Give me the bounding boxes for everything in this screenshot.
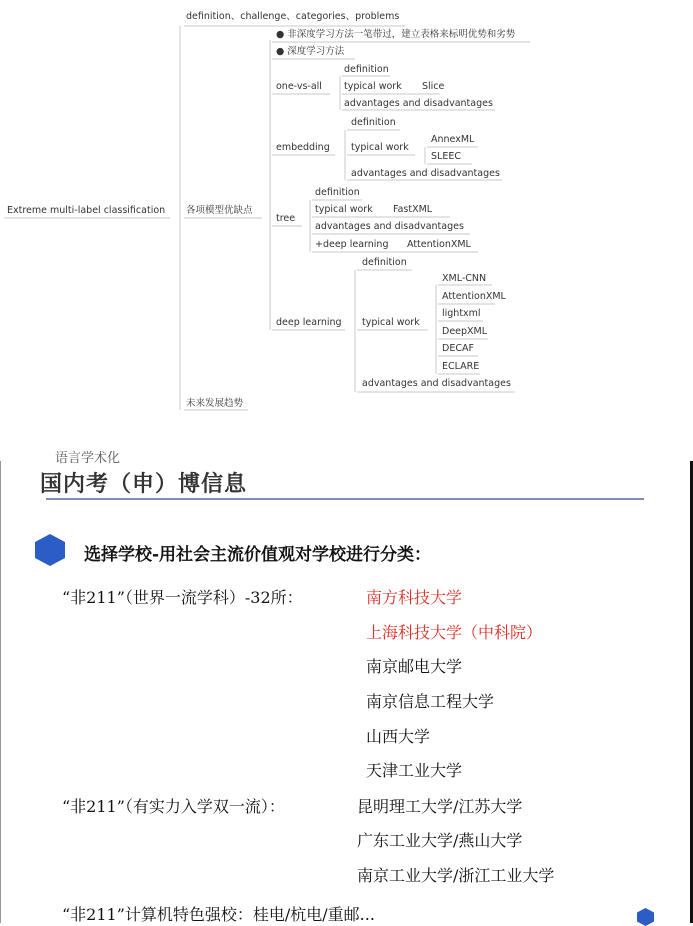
mindmap-node-adv[interactable]: advantages and disadvantages <box>351 168 500 179</box>
mindmap-node-adv[interactable]: advantages and disadvantages <box>344 98 493 109</box>
mindmap-node-work[interactable]: AttentionXML <box>442 291 506 302</box>
school-item: 南京工业大学/浙江工业大学 <box>357 866 555 885</box>
mindmap-node-work[interactable]: SLEEC <box>431 151 461 162</box>
mindmap-note-deep[interactable]: ● 深度学习方法 <box>276 46 345 57</box>
group1-prefix: “非211”（世界一流学科）-32所： <box>62 588 303 607</box>
title-divider <box>46 498 644 500</box>
mindmap-note-non-deep[interactable]: ● 非深度学习方法一笔带过，建立表格来标明优势和劣势 <box>276 29 516 40</box>
mindmap-node-work[interactable]: XML-CNN <box>442 273 487 284</box>
mindmap-node-tree[interactable]: tree <box>276 213 296 224</box>
mindmap-node-work[interactable]: DeepXML <box>442 326 488 337</box>
section-heading: 选择学校-用社会主流价值观对学校进行分类： <box>84 545 432 565</box>
mindmap-node-adv[interactable]: advantages and disadvantages <box>362 378 511 389</box>
group2-prefix: “非211”（有实力入学双一流）： <box>62 797 285 816</box>
mindmap-node-adv[interactable]: advantages and disadvantages <box>315 221 464 232</box>
mindmap-node-models[interactable]: 各项模型优缺点 <box>186 205 253 216</box>
school-item: 天津工业大学 <box>366 761 463 780</box>
mindmap-node-definition[interactable]: definition <box>351 117 396 128</box>
mindmap-node-plus-deep-learning[interactable]: +deep learning <box>315 239 389 250</box>
slide <box>0 461 693 923</box>
mindmap-node-work[interactable]: AnnexML <box>431 134 475 145</box>
mindmap-node-typical-work[interactable]: typical work <box>351 142 409 153</box>
hexagon-bullet-icon <box>35 534 65 566</box>
slide-caption: 语言学术化 <box>55 451 121 466</box>
slide-title: 国内考（申）博信息 <box>40 472 248 497</box>
mindmap-node-work[interactable]: Slice <box>422 81 445 92</box>
school-item: 南京信息工程大学 <box>366 692 495 711</box>
mindmap-node-work[interactable]: FastXML <box>393 204 433 215</box>
mindmap-node-deep-learning[interactable]: deep learning <box>276 317 342 328</box>
mindmap <box>0 0 693 425</box>
mindmap-node-definition[interactable]: definition <box>344 64 389 75</box>
school-item: 南方科技大学 <box>366 588 463 607</box>
school-item: 上海科技大学（中科院） <box>366 623 543 642</box>
mindmap-node-typical-work[interactable]: typical work <box>362 317 420 328</box>
school-item: 山西大学 <box>366 727 431 746</box>
mindmap-node-work[interactable]: ECLARE <box>442 361 480 372</box>
mindmap-node-work[interactable]: DECAF <box>442 343 474 354</box>
mindmap-node-future[interactable]: 未来发展趋势 <box>186 398 244 409</box>
mindmap-node-definition[interactable]: definition <box>315 187 360 198</box>
slide-left-border <box>0 461 1 923</box>
mindmap-node-typical-work[interactable]: typical work <box>315 204 373 215</box>
mindmap-node-typical-work[interactable]: typical work <box>344 81 402 92</box>
hexagon-bullet-icon <box>637 908 654 926</box>
mindmap-node-definition[interactable]: definition <box>362 257 407 268</box>
mindmap-node-one-vs-all[interactable]: one-vs-all <box>276 81 322 92</box>
school-item: 广东工业大学/燕山大学 <box>357 831 523 850</box>
group3-text: “非211”计算机特色强校：桂电/杭电/重邮... <box>62 905 375 924</box>
mindmap-node-overview[interactable]: definition、challenge、categories、problems <box>186 11 400 22</box>
mindmap-root-node[interactable]: Extreme multi-label classification <box>7 205 166 216</box>
school-item: 南京邮电大学 <box>366 657 463 676</box>
mindmap-node-embedding[interactable]: embedding <box>276 142 330 153</box>
school-item: 昆明理工大学/江苏大学 <box>357 797 523 816</box>
mindmap-node-work[interactable]: AttentionXML <box>407 239 471 250</box>
mindmap-node-work[interactable]: lightxml <box>442 308 481 319</box>
